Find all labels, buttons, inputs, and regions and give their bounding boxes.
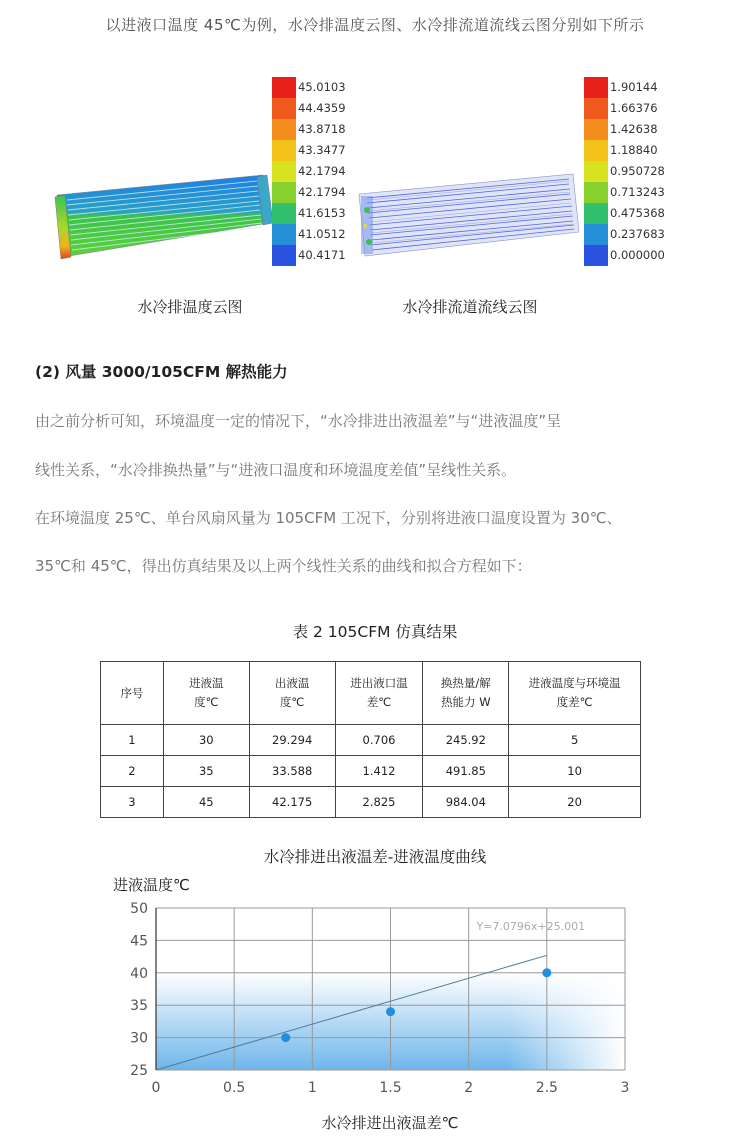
x-tick-label: 0 [151,1080,161,1096]
table-title: 表 2 105CFM 仿真结果 [292,623,458,641]
table-header-cell: 进出液口温 差℃ [335,662,423,725]
intro-text: 以进液口温度 45℃为例，水冷排温度云图、水冷排流道流线云图分别如下所示 [105,16,645,34]
legend-row: 41.0512 [272,224,372,245]
legend-swatch [272,224,296,245]
legend-swatch [584,119,608,140]
results-table [100,661,641,818]
x-tick-label: 0.5 [223,1080,246,1096]
legend-swatch [272,245,296,266]
table-cell: 984.04 [423,787,509,818]
legend-row: 1.90144 [584,77,694,98]
table-cell: 30 [163,725,249,756]
legend-row: 0.950728 [584,161,694,182]
legend-swatch [584,77,608,98]
table-cell: 5 [509,725,641,756]
y-tick-label: 30 [130,1030,148,1047]
legend-row: 44.4359 [272,98,372,119]
data-point [386,1007,395,1016]
data-point [542,968,551,977]
legend-swatch [584,161,608,182]
table-cell: 0.706 [335,725,423,756]
chart-title: 水冷排进出液温差-进液温度曲线 [263,848,487,866]
table-row [101,787,641,818]
table-cell: 3 [101,787,164,818]
table-row [101,756,641,787]
x-tick-label: 1.5 [379,1080,402,1096]
paragraph-line: 35℃和 45℃，得出仿真结果及以上两个线性关系的曲线和拟合方程如下： [35,557,532,575]
legend-swatch [272,98,296,119]
table-cell: 10 [509,756,641,787]
trendline-equation: Y=7.0796x+25.001 [476,920,586,934]
legend-swatch [584,98,608,119]
table-cell: 2.825 [335,787,423,818]
legend-row: 40.4171 [272,245,372,266]
table-cell: 35 [163,756,249,787]
table-cell: 245.92 [423,725,509,756]
table-header-cell: 进液温度与环境温 度差℃ [509,662,641,725]
table-cell: 491.85 [423,756,509,787]
paragraph-line: 在环境温度 25℃、单台风扇风量为 105CFM 工况下，分别将进液口温度设置为 30℃、 [35,509,622,527]
table-header-cell: 序号 [101,662,164,725]
paragraph-line: 线性关系，“水冷排换热量”与“进液口温度和环境温度差值”呈线性关系。 [35,461,517,479]
streamline-caption: 水冷排流道流线云图 [402,298,538,316]
table-cell: 1 [101,725,164,756]
legend-row: 1.42638 [584,119,694,140]
paragraph-line: 由之前分析可知，环境温度一定的情况下，“水冷排进出液温差”与“进液温度”呈 [35,412,562,430]
table-cell: 33.588 [249,756,335,787]
table-header-cell: 换热量/解 热能力 W [423,662,509,725]
legend-row: 43.8718 [272,119,372,140]
section-heading: (2) 风量 3000/105CFM 解热能力 [35,363,288,381]
y-tick-label: 45 [130,933,148,950]
legend-swatch [584,140,608,161]
table-row [101,725,641,756]
legend-swatch [584,203,608,224]
legend-row: 43.3477 [272,140,372,161]
legend-swatch [584,182,608,203]
legend-swatch [584,245,608,266]
legend-row: 0.475368 [584,203,694,224]
legend-row: 0.237683 [584,224,694,245]
temperature-contour-image [45,165,275,265]
x-tick-label: 2.5 [535,1080,558,1096]
y-tick-label: 50 [130,901,148,917]
scatter-chart [110,895,650,1105]
legend-row: 0.713243 [584,182,694,203]
streamline-contour-image [355,170,585,260]
chart-y-axis-label: 进液温度℃ [113,876,190,894]
table-cell: 45 [163,787,249,818]
legend-row: 45.0103 [272,77,372,98]
x-tick-label: 2 [464,1080,474,1096]
legend-swatch [584,224,608,245]
legend-row: 42.1794 [272,182,372,203]
legend-row: 1.66376 [584,98,694,119]
table-header-row [101,662,641,725]
legend-swatch [272,203,296,224]
legend-row: 42.1794 [272,161,372,182]
table-cell: 1.412 [335,756,423,787]
legend-row: 0.000000 [584,245,694,266]
legend-row: 1.18840 [584,140,694,161]
legend-swatch [272,119,296,140]
temperature-caption: 水冷排温度云图 [137,298,243,316]
legend-row: 41.6153 [272,203,372,224]
table-cell: 2 [101,756,164,787]
table-cell: 42.175 [249,787,335,818]
x-tick-label: 3 [620,1080,630,1096]
table-header-cell: 出液温 度℃ [249,662,335,725]
streamline-legend [584,77,694,266]
y-tick-label: 40 [130,965,148,982]
x-tick-label: 1 [307,1080,317,1096]
data-point [281,1033,290,1042]
legend-swatch [272,182,296,203]
table-cell: 29.294 [249,725,335,756]
legend-swatch [272,77,296,98]
table-cell: 20 [509,787,641,818]
chart-x-axis-label: 水冷排进出液温差℃ [321,1114,459,1132]
legend-swatch [272,161,296,182]
y-tick-label: 25 [130,1063,148,1079]
y-tick-label: 35 [130,998,148,1015]
legend-swatch [272,140,296,161]
table-header-cell: 进液温 度℃ [163,662,249,725]
